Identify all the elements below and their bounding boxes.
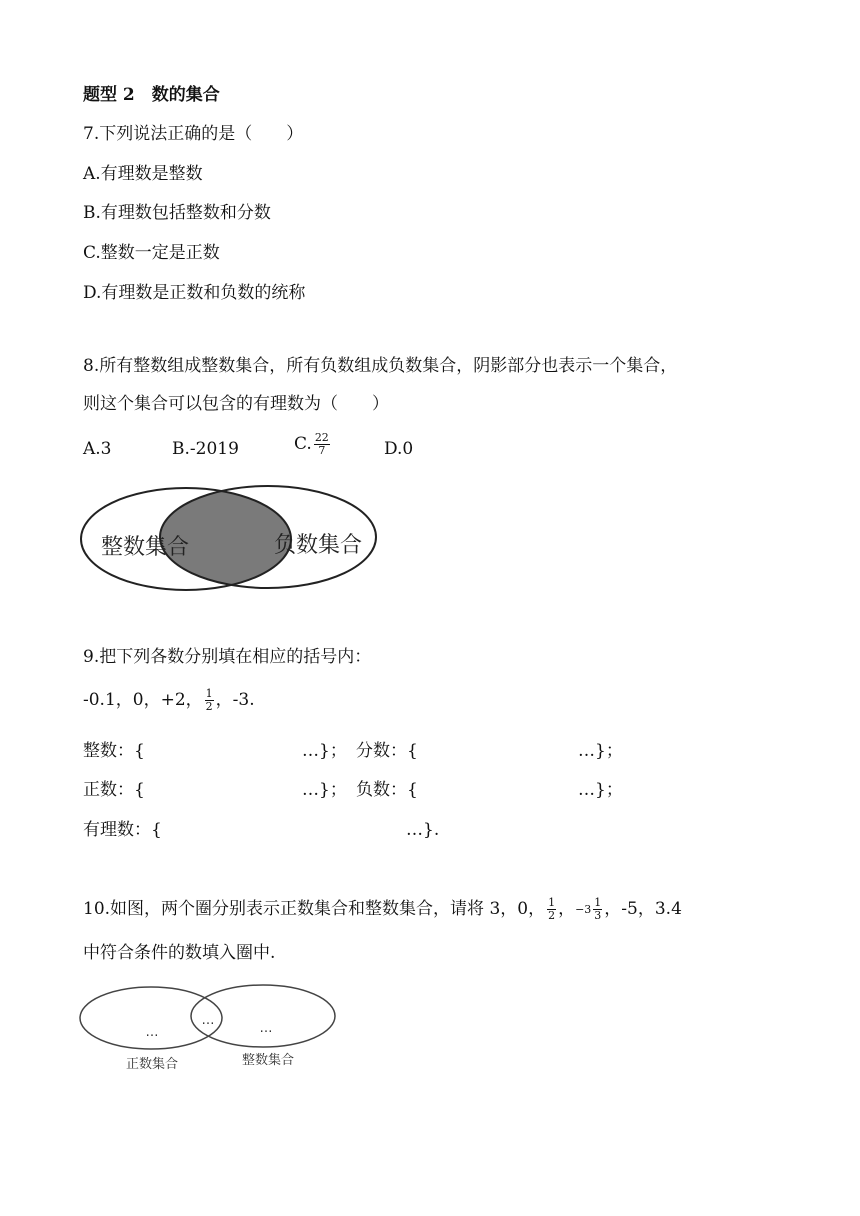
- q9-positives-label: 正数：{: [83, 780, 145, 800]
- q8-stem-line2: 则这个集合可以包含的有理数为（ ）: [83, 394, 389, 414]
- fraction-numerator: 1: [205, 687, 213, 700]
- q8-venn-diagram: [80, 482, 380, 596]
- section-title: 题型 2 数的集合: [83, 85, 220, 105]
- q10-venn-right-dots: …: [259, 1021, 273, 1036]
- q9-numbers: [83, 688, 255, 713]
- q9-integers-end: …}；: [302, 741, 347, 761]
- q9-negatives-end: …}；: [578, 780, 623, 800]
- q10-stem-part1: 10.如图，两个圈分别表示正数集合和整数集合，请将 3，0，: [83, 899, 546, 919]
- q10-stem-line1: [83, 897, 682, 922]
- q10-mixed-fraction: [593, 897, 602, 922]
- q9-rationals-label: 有理数：{: [83, 820, 162, 840]
- q7-option-c: C.整数一定是正数: [83, 243, 220, 263]
- q10-venn-left-dots: …: [145, 1025, 159, 1040]
- q7-option-d: D.有理数是正数和负数的统称: [83, 283, 306, 303]
- q8-stem-line1: 8.所有整数组成整数集合，所有负数组成负数集合，阴影部分也表示一个集合，: [83, 356, 678, 376]
- q9-negatives-label: 负数：{: [356, 780, 418, 800]
- q10-separator: ，: [558, 899, 576, 919]
- q8-option-d: D.0: [384, 439, 414, 459]
- q9-numbers-fraction: [205, 688, 214, 713]
- q10-mixed-whole: −3: [575, 902, 592, 916]
- q10-fraction-half: [547, 897, 556, 922]
- q9-numbers-part2: ，-3.: [215, 690, 255, 710]
- q8-venn-right-label: 负数集合: [273, 533, 363, 558]
- q8-venn-left-label: 整数集合: [100, 535, 190, 560]
- q9-positives-end: …}；: [302, 780, 347, 800]
- q9-numbers-part1: -0.1，0，+2，: [83, 690, 203, 710]
- q10-venn-right-label: 整数集合: [241, 1053, 295, 1068]
- fraction-denominator: 2: [205, 700, 213, 713]
- fraction-numerator: 22: [314, 431, 329, 444]
- q9-fractions-end: …}；: [578, 741, 623, 761]
- q9-integers-label: 整数：{: [83, 741, 145, 761]
- q8-option-c-prefix: C.: [294, 434, 312, 454]
- q9-rationals-end: …}.: [406, 820, 440, 840]
- q8-option-b: B.-2019: [172, 439, 239, 459]
- fraction-numerator: 1: [548, 896, 556, 909]
- q10-venn-left-label: 正数集合: [125, 1057, 179, 1072]
- q8-option-c: [294, 432, 332, 457]
- q8-option-a: A.3: [83, 439, 112, 459]
- q10-venn-diagram: [78, 980, 340, 1074]
- q10-venn-center-dots: …: [201, 1013, 215, 1028]
- fraction-numerator: 1: [594, 896, 602, 909]
- q8-option-c-fraction: [314, 432, 330, 457]
- fraction-denominator: 3: [594, 909, 602, 922]
- q9-fractions-label: 分数：{: [356, 741, 418, 761]
- fraction-denominator: 2: [548, 909, 556, 922]
- q7-stem: 7.下列说法正确的是（ ）: [83, 124, 304, 144]
- q7-option-a: A.有理数是整数: [83, 164, 203, 184]
- q10-stem-line2: 中符合条件的数填入圈中.: [83, 943, 276, 963]
- q10-stem-part2: ，-5，3.4: [604, 899, 682, 919]
- q9-stem: 9.把下列各数分别填在相应的括号内：: [83, 647, 372, 667]
- fraction-denominator: 7: [318, 444, 326, 457]
- q7-option-b: B.有理数包括整数和分数: [83, 203, 271, 223]
